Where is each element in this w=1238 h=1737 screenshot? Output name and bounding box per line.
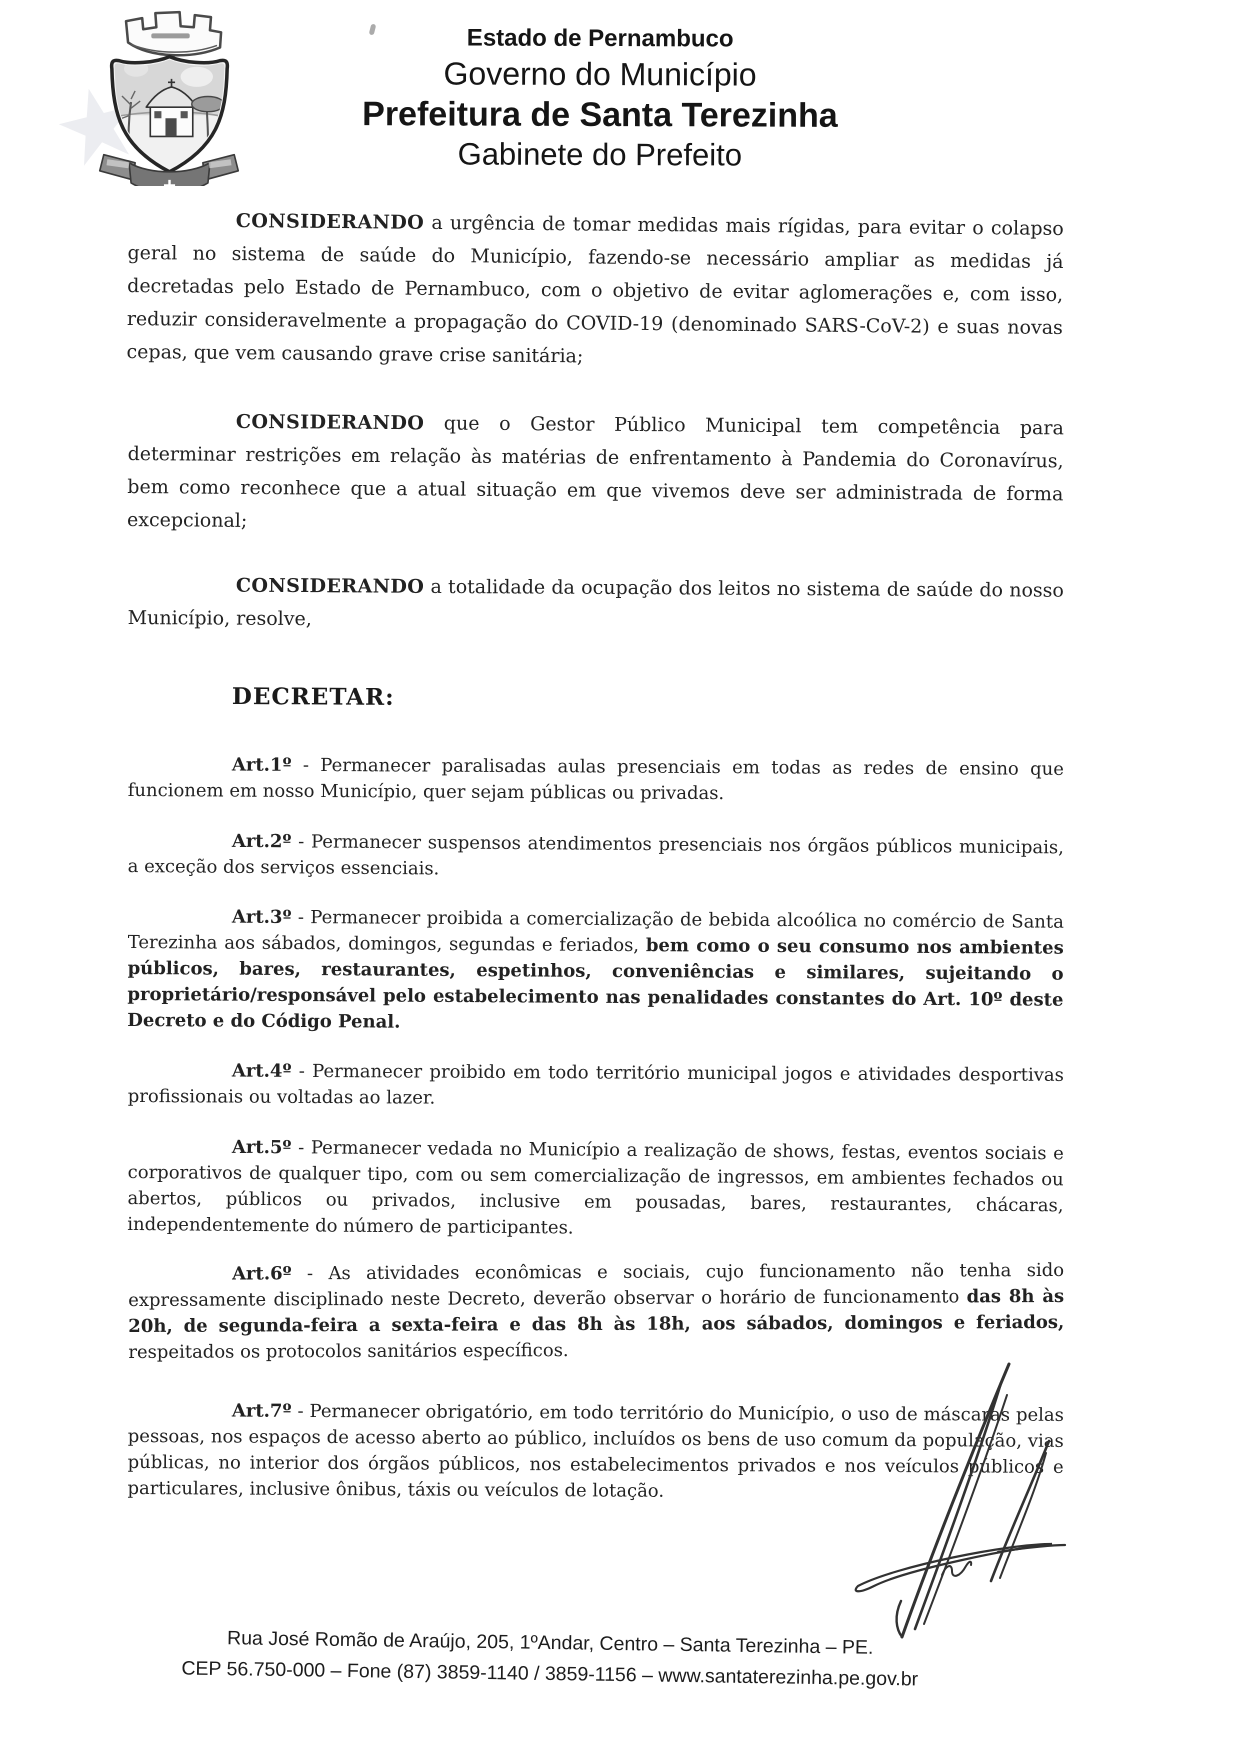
article-number: Art.3º xyxy=(231,906,292,928)
considerando-text: que o Gestor Público Municipal tem competência para determinar restrições em relação às matérias de enfrentamento à Pandemia do Coronavírus, bem como reconhece que a atual situação em que vivemos deve ser administrada de forma excepcional; xyxy=(127,412,1064,532)
letterhead-state: Estado de Pernambuco xyxy=(466,24,734,53)
article-separator: - xyxy=(291,1137,311,1159)
footer-line-2: CEP 56.750-000 – Fone (87) 3859-1140 / 3859-1156 – www.santaterezinha.pe.gov.br xyxy=(181,1657,919,1691)
article-separator: - xyxy=(291,1060,313,1082)
considerando-lead: CONSIDERANDO xyxy=(235,574,425,598)
letterhead xyxy=(168,22,1033,175)
signature-icon xyxy=(850,1356,1068,1646)
article-text: Permanecer proibido em todo território municipal jogos e atividades desportivas profissionais ou voltadas ao lazer. xyxy=(127,1060,1064,1109)
article-text: Permanecer suspensos atendimentos presenciais nos órgãos públicos municipais, a exceção dos serviços essenciais. xyxy=(127,831,1064,880)
considerando-lead: CONSIDERANDO xyxy=(235,410,425,435)
article-separator: - xyxy=(291,754,321,777)
article-separator: - xyxy=(291,1400,310,1422)
considerando-text: a totalidade da ocupação dos leitos no sistema de saúde do nosso Município, resolve, xyxy=(127,575,1064,631)
article-5 xyxy=(127,1134,1064,1245)
article-text: As atividades econômicas e sociais, cujo funcionamento não tenha sido expressamente disciplinado neste Decreto, deverão observar o horário de funcionamento xyxy=(128,1259,1065,1311)
considerando-paragraph xyxy=(126,204,1064,378)
article-4 xyxy=(128,1058,1064,1115)
article-text: Permanecer obrigatório, em todo território do Município, o uso de máscaras pelas pessoas, nos espaços de acesso aberto ao público, incluídos os bens de uso comum da população, vias públicas, no interior dos órgãos públicos, nos estabelecimentos privados e nos veículos públicos e particulares, inclusive ônibus, táxis ou veículos de lotação. xyxy=(127,1400,1064,1502)
considerando-paragraph xyxy=(128,569,1064,641)
article-text: Permanecer vedada no Município a realização de shows, festas, eventos sociais e corporativos de qualquer tipo, com ou sem comercialização de ingressos, em ambientes fechados ou abertos, públicos ou privados, inclusive em pousadas, bares, restaurantes, chácaras, independentemente do número de participantes. xyxy=(127,1137,1064,1239)
footer-address xyxy=(148,1622,953,1696)
article-text: Permanecer proibida a comercialização de bebida alcoólica no comércio de Santa Terezinha aos sábados, domingos, segundas e feriados, xyxy=(127,907,1064,957)
considerando-lead: CONSIDERANDO xyxy=(235,210,425,234)
article-separator: - xyxy=(291,906,311,929)
article-bold-text: das 8h às 20h, de segunda-feira a sexta-feira e das 8h às 18h, aos sábados, domingos e feriados, xyxy=(128,1285,1065,1337)
decree-body xyxy=(128,204,1064,1526)
letterhead-office: Gabinete do Prefeito xyxy=(457,136,743,173)
article-text-after: respeitados os protocolos sanitários específicos. xyxy=(128,1340,569,1363)
considerando-paragraph xyxy=(127,405,1064,544)
article-6 xyxy=(128,1258,1064,1366)
article-2 xyxy=(128,828,1064,887)
article-number: Art.6º xyxy=(232,1263,292,1285)
article-separator: - xyxy=(291,1263,329,1285)
article-number: Art.5º xyxy=(231,1136,292,1159)
article-number: Art.4º xyxy=(231,1060,292,1082)
considerando-text: a urgência de tomar medidas mais rígidas, para evitar o colapso geral no sistema de saúde do Município, fazendo-se necessário ampliar as medidas já decretadas pelo Estado de Pernambuco, com o objetivo de evitar aglomerações e, com isso, reduzir consideravelmente a propagação do COVID-19 (denominado SARS-CoV-2) e suas novas cepas, que vem causando grave crise sanitária; xyxy=(126,211,1064,368)
article-separator: - xyxy=(291,831,312,853)
article-1 xyxy=(128,752,1064,809)
article-number: Art.2º xyxy=(231,830,292,853)
article-bold-text: bem como o seu consumo nos ambientes públicos, bares, restaurantes, espetinhos, conveniências e similares, sujeitando o proprietário/responsável pelo estabelecimento nas penalidades constantes do Art. 10º deste Decreto e do Código Penal. xyxy=(127,935,1064,1033)
article-3 xyxy=(127,904,1064,1040)
decretar-heading: DECRETAR: xyxy=(231,683,395,711)
footer-line-1: Rua José Romão de Araújo, 205, 1ºAndar, Centro – Santa Terezinha – PE. xyxy=(226,1627,874,1659)
article-number: Art.1º xyxy=(231,754,292,776)
article-number: Art.7º xyxy=(231,1400,292,1422)
letterhead-prefecture: Prefeitura de Santa Terezinha xyxy=(362,95,838,135)
letterhead-government: Governo do Município xyxy=(443,55,757,93)
article-text: Permanecer paralisadas aulas presenciais em todas as redes de ensino que funcionem em nosso Município, quer sejam públicas ou privadas. xyxy=(127,755,1064,805)
